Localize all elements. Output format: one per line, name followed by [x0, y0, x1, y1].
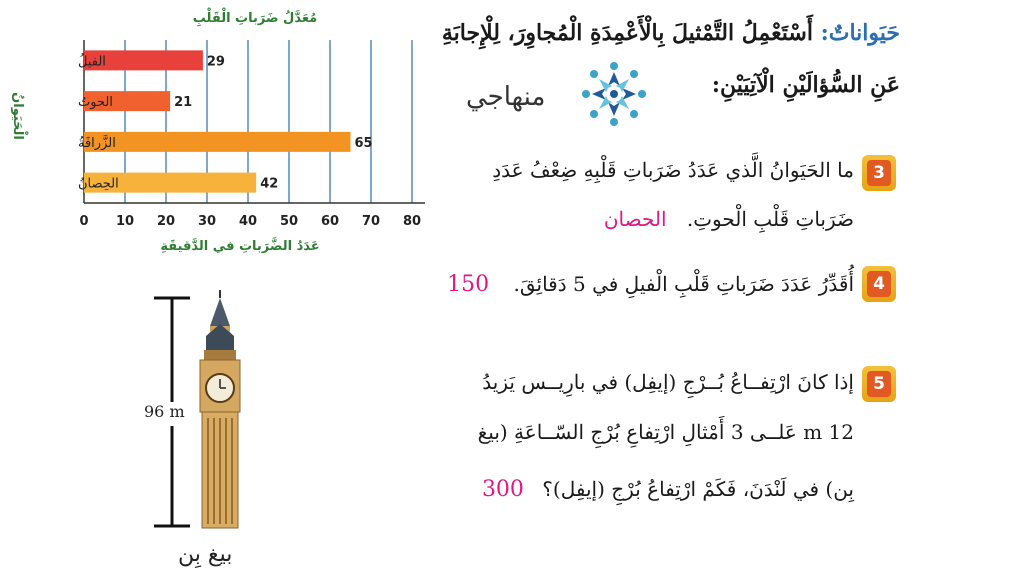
x-tick-label-60: 60 — [320, 214, 340, 229]
x-tick-label-30: 30 — [197, 214, 217, 229]
header-keyword: حَيَواناتٌ: — [820, 20, 900, 46]
chart-bars — [84, 50, 351, 192]
manhaji-emblem-icon — [580, 60, 648, 128]
tower-name-label: بيغ بِن — [178, 542, 233, 567]
tower-height-label: 96 m — [144, 402, 185, 421]
header-line-1 — [420, 20, 900, 46]
x-tick-label-0: 0 — [79, 214, 89, 229]
x-tick-label-70: 70 — [361, 214, 381, 229]
x-tick-label-20: 20 — [156, 214, 176, 229]
question-5-line-2: 12 m عَلــى 3 أَمْثالِ ارْتِفاعِ بُرْجِ السّــاعَةِ (بيغ — [477, 420, 854, 444]
question-5-text-3: بِن) في لَنْدَنَ، فَكَمْ ارْتِفاعُ بُرْجِ (إيفِل)؟ — [542, 477, 854, 501]
category-label-0: الفيلُ — [78, 54, 106, 70]
heart-rate-bar-chart — [0, 0, 440, 262]
x-tick-label-10: 10 — [115, 214, 135, 229]
question-4-text-1: أُقَدِّرُ عَدَدَ ضَرَباتِ قَلْبِ الْفيلِ في 5 دَقائِقَ. — [513, 272, 854, 296]
question-3-badge — [862, 155, 896, 191]
question-3-answer: الحصان — [603, 207, 667, 231]
bar-2 — [84, 132, 351, 152]
x-tick-label-80: 80 — [402, 214, 422, 229]
question-5-line-1: إذا كانَ ارْتِفــاعُ بُــرْجِ (إيفِل) في بارِيــس يَزيدُ — [482, 370, 854, 394]
question-3-number: 3 — [867, 160, 891, 186]
manhaji-logo — [462, 58, 662, 134]
category-label-2: الزَّرافَةُ — [78, 135, 116, 151]
question-4-line-1 — [414, 272, 854, 297]
x-tick-label-40: 40 — [238, 214, 258, 229]
value-label-0: 29 — [206, 54, 225, 70]
category-label-3: الحِصانُ — [78, 176, 119, 192]
chart-x-axis-label: عَدَدُ الضَّرَباتِ في الدَّقيقَةِ — [160, 239, 320, 254]
chart-x-ticks — [79, 214, 421, 229]
question-4-answer: 150 — [447, 272, 490, 297]
chart-title: مُعَدَّلُ ضَرَباتِ الْقَلْبِ — [192, 11, 318, 26]
question-5-line-3 — [414, 477, 854, 502]
chart-value-labels — [174, 54, 372, 191]
question-5-number: 5 — [867, 371, 891, 397]
category-label-1: الحوتُ — [78, 95, 113, 111]
question-3-line-2 — [554, 207, 854, 231]
chart-y-axis-label: الْحَيَوانُ — [10, 92, 25, 140]
header-line-2: عَنِ السُّؤالَيْنِ الْآتِيَيْنِ: — [711, 72, 900, 98]
value-label-3: 42 — [260, 176, 279, 192]
question-5-answer: 300 — [481, 477, 524, 502]
header-text-1: أَسْتَعْمِلُ التَّمْثيلَ بِالْأَعْمِدَةِ الْمُجاوِرَ، لِلْإِجابَةِ — [441, 20, 813, 46]
value-label-2: 65 — [354, 135, 373, 151]
question-3-line-1: ما الحَيَوانُ الَّذي عَدَدُ ضَرَباتِ قَلْبِهِ ضِعْفُ عَدَدِ — [492, 158, 854, 182]
big-ben-tower-icon — [200, 290, 240, 528]
question-4-number: 4 — [867, 271, 891, 297]
question-5-badge — [862, 366, 896, 402]
question-3-text-2: ضَرَباتِ قَلْبِ الْحوتِ. — [686, 207, 854, 231]
x-tick-label-50: 50 — [279, 214, 299, 229]
question-4-badge — [862, 266, 896, 302]
value-label-1: 21 — [174, 95, 193, 111]
manhaji-logo-text: منهاجي — [466, 82, 546, 112]
